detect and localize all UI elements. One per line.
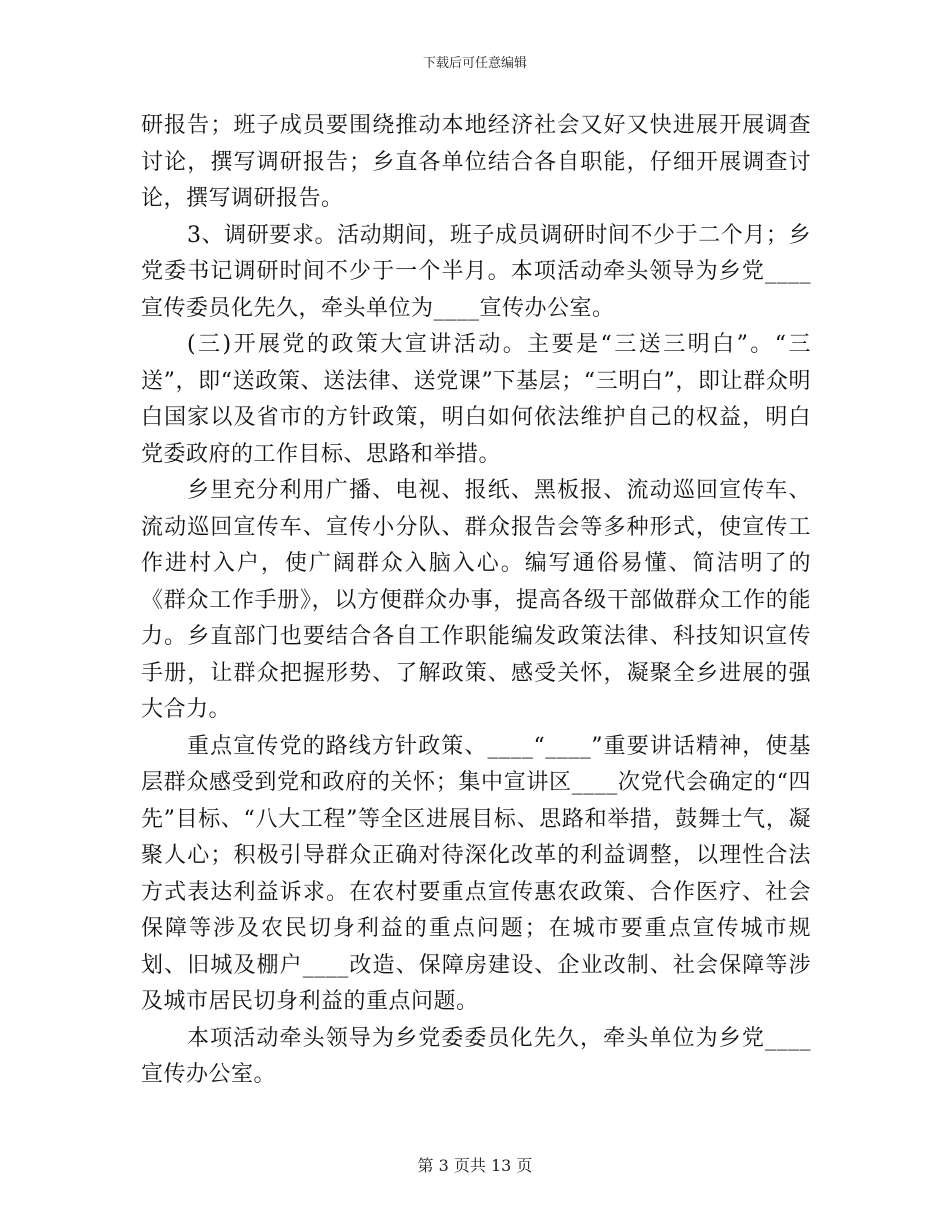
- paragraph-policy-campaign: (三)开展党的政策大宣讲活动。主要是“三送三明白”。“三送”，即“送政策、送法律、送党课”下基层；“三明白”，即让群众明白国家以及省市的方针政策，明白如何依法维护自己的权益，明白党委政府的工作目标、思路和举措。: [141, 332, 811, 467]
- paragraph-research-requirements: 3、调研要求。活动期间，班子成员调研时间不少于二个月；乡党委书记调研时间不少于一个半月。本项活动牵头领导为乡党____宣传委员化先久，牵头单位为____宣传办公室。: [141, 222, 811, 321]
- paragraph-lead-unit: 本项活动牵头领导为乡党委委员化先久，牵头单位为乡党____宣传办公室。: [141, 1025, 811, 1087]
- document-body: [141, 108, 811, 1094]
- page-number: 第 3 页共 13 页: [417, 1156, 533, 1175]
- page-header-note: 下载后可任意编辑: [422, 56, 527, 71]
- paragraph-continuation: 研报告；班子成员要围绕推动本地经济社会又好又快进展开展调查讨论，撰写调研报告；乡直各单位结合各自职能，仔细开展调查讨论，撰写调研报告。: [141, 113, 811, 211]
- paragraph-publicity-forms: 乡里充分利用广播、电视、报纸、黑板报、流动巡回宣传车、流动巡回宣传车、宣传小分队、群众报告会等多种形式，使宣传工作进村入户，使广阔群众入脑入心。编写通俗易懂、简洁明了的《群众工作手册》，以方便群众办事，提高各级干部做群众工作的能力。乡直部门也要结合各自工作职能编发政策法律、科技知识宣传手册，让群众把握形势、了解政策、感受关怀，凝聚全乡进展的强大合力。: [141, 478, 811, 722]
- paragraph-key-publicity: 重点宣传党的路线方针政策、____“____”重要讲话精神，使基层群众感受到党和政府的关怀；集中宣讲区____次党代会确定的“四先”目标、“八大工程”等全区进展目标、思路和举措，鼓舞士气，凝聚人心；积极引导群众正确对待深化改革的利益调整，以理性合法方式表达利益诉求。在农村要重点宣传惠农政策、合作医疗、社会保障等涉及农民切身利益的重点问题；在城市要重点宣传城市规划、旧城及棚户____改造、保障房建设、企业改制、社会保障等涉及城市居民切身利益的重点问题。: [141, 733, 811, 1014]
